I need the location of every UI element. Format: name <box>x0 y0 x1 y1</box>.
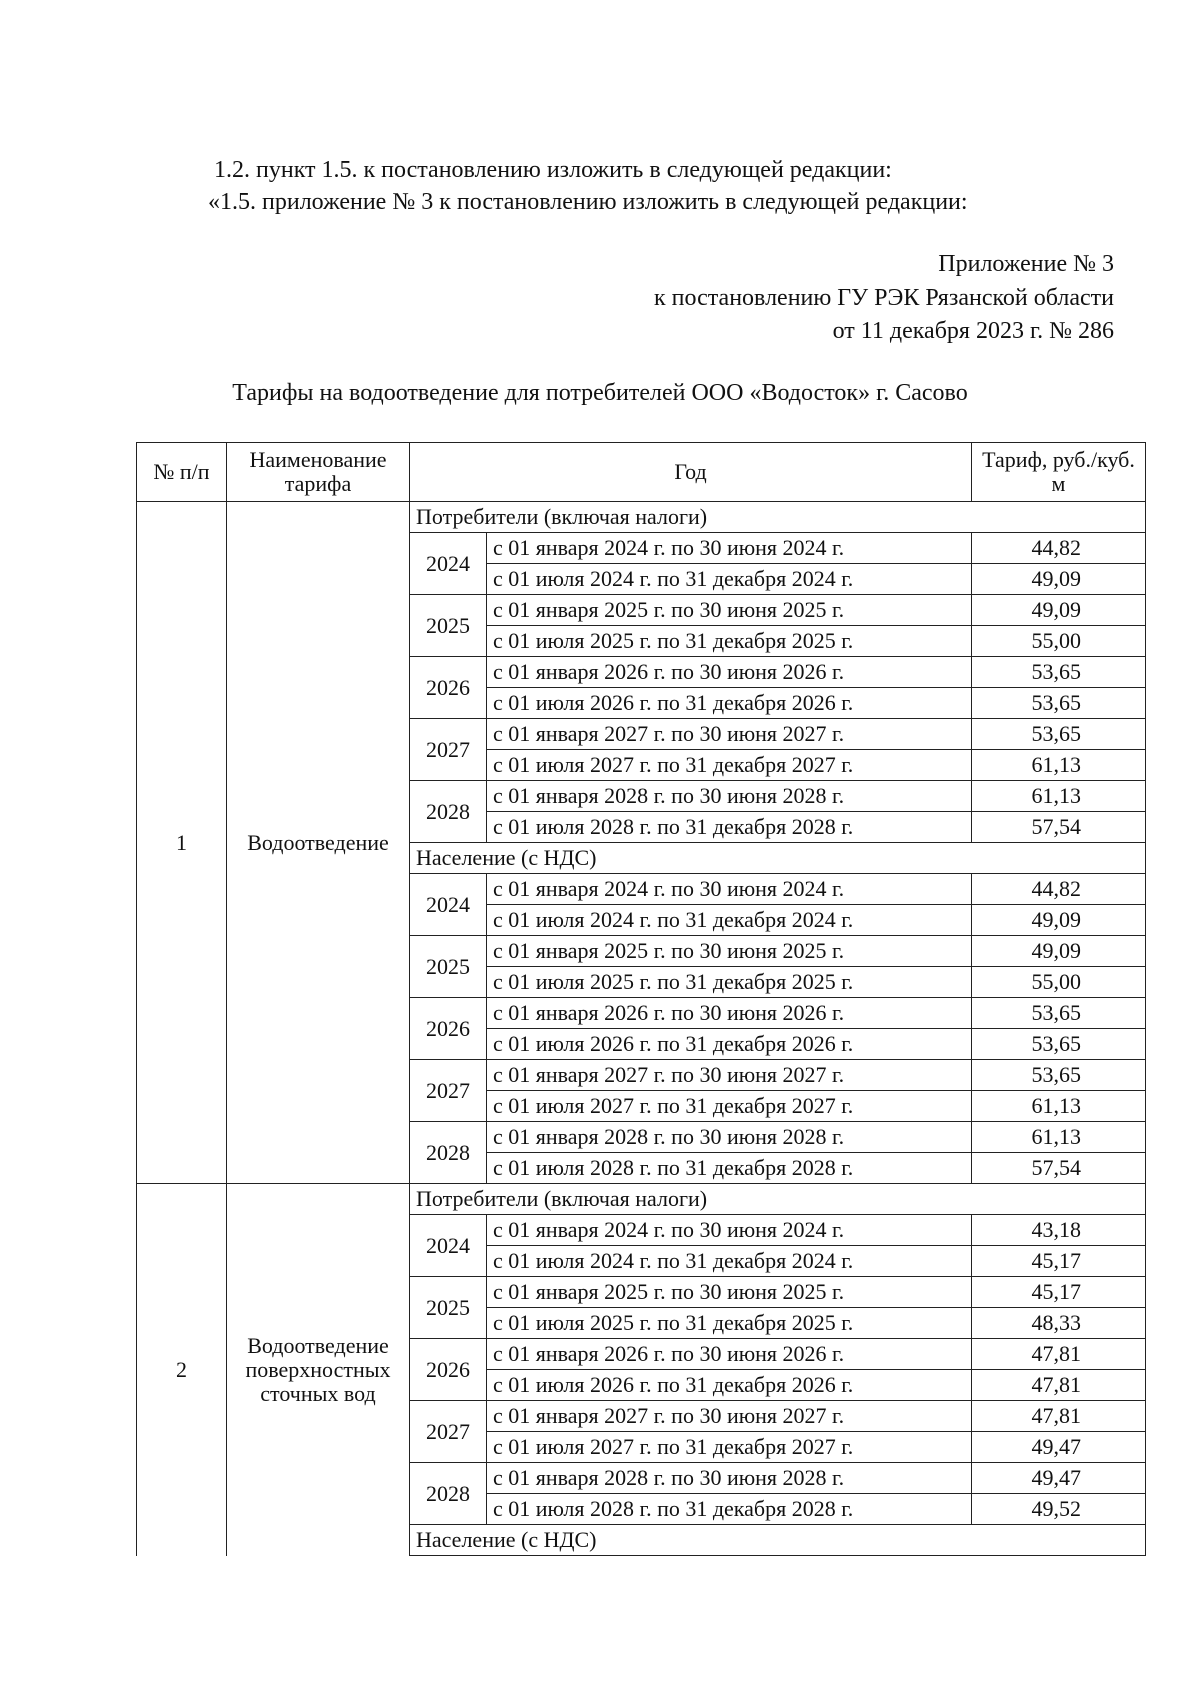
period-cell: с 01 июля 2024 г. по 31 декабря 2024 г. <box>487 1246 972 1277</box>
header-num: № п/п <box>137 443 227 502</box>
appendix-date: от 11 декабря 2023 г. № 286 <box>832 318 1114 344</box>
period-cell: с 01 июля 2028 г. по 31 декабря 2028 г. <box>487 1494 972 1525</box>
consumer-group-label: Потребители (включая налоги) <box>410 502 1146 533</box>
tariff-value: 44,82 <box>972 874 1146 905</box>
period-cell: с 01 июля 2026 г. по 31 декабря 2026 г. <box>487 1029 972 1060</box>
group-row <box>137 1184 1146 1215</box>
period-cell: с 01 июля 2025 г. по 31 декабря 2025 г. <box>487 1308 972 1339</box>
period-cell: с 01 июля 2027 г. по 31 декабря 2027 г. <box>487 1091 972 1122</box>
tariff-value: 55,00 <box>972 967 1146 998</box>
period-cell: с 01 июля 2026 г. по 31 декабря 2026 г. <box>487 1370 972 1401</box>
period-cell: с 01 июля 2024 г. по 31 декабря 2024 г. <box>487 905 972 936</box>
tariff-value: 57,54 <box>972 1153 1146 1184</box>
period-cell: с 01 января 2024 г. по 30 июня 2024 г. <box>487 1215 972 1246</box>
year-cell: 2027 <box>410 1060 487 1122</box>
year-cell: 2028 <box>410 1463 487 1525</box>
period-cell: с 01 июля 2025 г. по 31 декабря 2025 г. <box>487 626 972 657</box>
header-name: Наименование тарифа <box>227 443 410 502</box>
tariff-value: 61,13 <box>972 750 1146 781</box>
period-cell: с 01 июля 2028 г. по 31 декабря 2028 г. <box>487 812 972 843</box>
period-cell: с 01 января 2027 г. по 30 июня 2027 г. <box>487 1401 972 1432</box>
period-cell: с 01 июля 2024 г. по 31 декабря 2024 г. <box>487 564 972 595</box>
tariff-value: 44,82 <box>972 533 1146 564</box>
period-cell: с 01 января 2024 г. по 30 июня 2024 г. <box>487 533 972 564</box>
tariff-value: 53,65 <box>972 657 1146 688</box>
tariff-value: 61,13 <box>972 1122 1146 1153</box>
period-cell: с 01 января 2026 г. по 30 июня 2026 г. <box>487 657 972 688</box>
consumer-group-label: Население (с НДС) <box>410 1525 1146 1556</box>
period-cell: с 01 января 2028 г. по 30 июня 2028 г. <box>487 1122 972 1153</box>
tariff-value: 49,09 <box>972 595 1146 626</box>
tariff-value: 49,52 <box>972 1494 1146 1525</box>
tariff-value: 45,17 <box>972 1277 1146 1308</box>
period-cell: с 01 января 2024 г. по 30 июня 2024 г. <box>487 874 972 905</box>
tariff-value: 53,65 <box>972 719 1146 750</box>
tariff-value: 45,17 <box>972 1246 1146 1277</box>
period-cell: с 01 июля 2025 г. по 31 декабря 2025 г. <box>487 967 972 998</box>
table-body <box>137 502 1146 1556</box>
year-cell: 2026 <box>410 1339 487 1401</box>
period-cell: с 01 января 2025 г. по 30 июня 2025 г. <box>487 595 972 626</box>
consumer-group-label: Население (с НДС) <box>410 843 1146 874</box>
year-cell: 2025 <box>410 595 487 657</box>
period-cell: с 01 января 2025 г. по 30 июня 2025 г. <box>487 936 972 967</box>
tariff-value: 49,09 <box>972 936 1146 967</box>
appendix-reference: к постановлению ГУ РЭК Рязанской области <box>654 285 1114 311</box>
year-cell: 2024 <box>410 533 487 595</box>
tariff-value: 53,65 <box>972 998 1146 1029</box>
header-year: Год <box>410 443 972 502</box>
year-cell: 2025 <box>410 936 487 998</box>
period-cell: с 01 января 2028 г. по 30 июня 2028 г. <box>487 1463 972 1494</box>
period-cell: с 01 января 2028 г. по 30 июня 2028 г. <box>487 781 972 812</box>
year-cell: 2024 <box>410 874 487 936</box>
tariff-value: 53,65 <box>972 1029 1146 1060</box>
year-cell: 2026 <box>410 657 487 719</box>
table-header-row <box>137 443 1146 502</box>
period-cell: с 01 июля 2028 г. по 31 декабря 2028 г. <box>487 1153 972 1184</box>
tariff-value: 47,81 <box>972 1401 1146 1432</box>
tariff-value: 48,33 <box>972 1308 1146 1339</box>
tariff-value: 47,81 <box>972 1339 1146 1370</box>
tariff-name: Водоотведение <box>227 502 410 1184</box>
tariff-value: 47,81 <box>972 1370 1146 1401</box>
tariff-value: 43,18 <box>972 1215 1146 1246</box>
tariff-value: 49,47 <box>972 1432 1146 1463</box>
period-cell: с 01 января 2026 г. по 30 июня 2026 г. <box>487 1339 972 1370</box>
year-cell: 2027 <box>410 1401 487 1463</box>
consumer-group-label: Потребители (включая налоги) <box>410 1184 1146 1215</box>
period-cell: с 01 июля 2027 г. по 31 декабря 2027 г. <box>487 750 972 781</box>
period-cell: с 01 января 2025 г. по 30 июня 2025 г. <box>487 1277 972 1308</box>
document-title: Тарифы на водоотведение для потребителей ООО «Водосток» г. Сасово <box>232 380 968 406</box>
tariff-value: 49,47 <box>972 1463 1146 1494</box>
tariff-value: 53,65 <box>972 1060 1146 1091</box>
tariff-value: 55,00 <box>972 626 1146 657</box>
year-cell: 2028 <box>410 781 487 843</box>
tariff-value: 61,13 <box>972 1091 1146 1122</box>
group-row <box>137 502 1146 533</box>
year-cell: 2025 <box>410 1277 487 1339</box>
tariff-name: Водоотведение поверхностных сточных вод <box>227 1184 410 1556</box>
row-number: 2 <box>137 1184 227 1556</box>
period-cell: с 01 июля 2026 г. по 31 декабря 2026 г. <box>487 688 972 719</box>
tariff-value: 49,09 <box>972 564 1146 595</box>
year-cell: 2026 <box>410 998 487 1060</box>
year-cell: 2027 <box>410 719 487 781</box>
intro-line-2: «1.5. приложение № 3 к постановлению изложить в следующей редакции: <box>208 189 968 215</box>
year-cell: 2028 <box>410 1122 487 1184</box>
tariff-value: 61,13 <box>972 781 1146 812</box>
tariff-value: 57,54 <box>972 812 1146 843</box>
period-cell: с 01 июля 2027 г. по 31 декабря 2027 г. <box>487 1432 972 1463</box>
year-cell: 2024 <box>410 1215 487 1277</box>
intro-line-1: 1.2. пункт 1.5. к постановлению изложить в следующей редакции: <box>214 157 892 183</box>
tariff-value: 53,65 <box>972 688 1146 719</box>
period-cell: с 01 января 2026 г. по 30 июня 2026 г. <box>487 998 972 1029</box>
appendix-number: Приложение № 3 <box>938 251 1114 277</box>
tariff-table <box>136 442 1146 1556</box>
tariff-value: 49,09 <box>972 905 1146 936</box>
header-tariff: Тариф, руб./куб. м <box>972 443 1146 502</box>
row-number: 1 <box>137 502 227 1184</box>
period-cell: с 01 января 2027 г. по 30 июня 2027 г. <box>487 719 972 750</box>
period-cell: с 01 января 2027 г. по 30 июня 2027 г. <box>487 1060 972 1091</box>
